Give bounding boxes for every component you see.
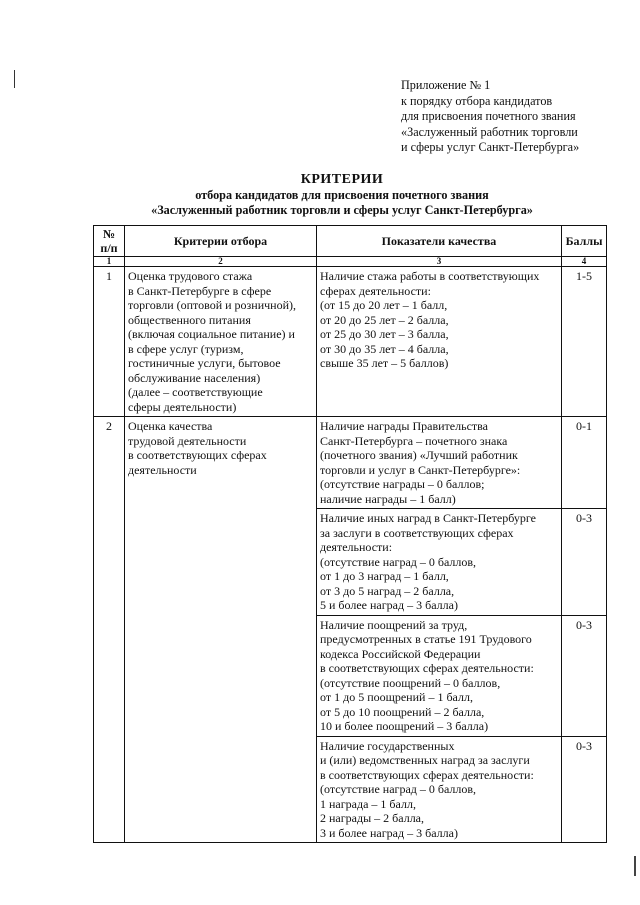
header-num: № п/п — [94, 226, 125, 257]
criterion-cell — [125, 417, 317, 843]
criterion-line: (включая социальное питание) и — [128, 327, 295, 341]
indicator-line: Наличие государственных — [320, 738, 455, 753]
indicator-line: торговли и услуг в Санкт-Петербурге»: — [320, 462, 521, 477]
criterion-line: обслуживание населения) — [128, 370, 261, 385]
score-cell: 1-5 — [562, 267, 607, 417]
criterion-line: Оценка трудового стажа — [128, 269, 253, 283]
header-score: Баллы — [562, 226, 607, 257]
indicator-line: Наличие иных наград в Санкт-Петербурге — [320, 511, 536, 525]
indicator-line: 2 награды – 2 балла, — [320, 811, 425, 825]
criterion-line: общественного питания — [128, 312, 251, 327]
document-subtitle-line: «Заслуженный работник торговли и сферы услуг Санкт-Петербурга» — [151, 203, 533, 217]
indicator-line: от 3 до 5 наград – 2 балла, — [320, 583, 455, 598]
indicator-line: от 25 до 30 лет – 3 балла, — [320, 327, 449, 341]
document-heading — [92, 172, 592, 218]
criterion-line: деятельности — [128, 462, 197, 477]
indicator-cell — [317, 615, 562, 736]
indicator-cell — [317, 267, 562, 417]
indicator-line: деятельности: — [320, 540, 393, 554]
column-number: 3 — [317, 257, 562, 267]
indicator-line: Санкт-Петербурга – почетного знака — [320, 433, 508, 448]
indicator-line: (почетного звания) «Лучший работник — [320, 448, 518, 462]
indicator-line: от 5 до 10 поощрений – 2 балла, — [320, 704, 485, 719]
criterion-line: трудовой деятельности — [128, 433, 247, 448]
criterion-line: в сфере услуг (туризм, — [128, 341, 244, 356]
appendix-line: для присвоения почетного звания — [401, 109, 576, 124]
indicator-cell — [317, 509, 562, 616]
indicator-line: (отсутствие награды – 0 баллов; — [320, 477, 485, 491]
criterion-line: торговли (оптовой и розничной), — [128, 298, 297, 312]
score-cell: 0-3 — [562, 736, 607, 843]
table-header-row — [94, 226, 607, 257]
header-criterion: Критерии отбора — [125, 226, 317, 257]
indicator-line: 10 и более поощрений – 3 балла) — [320, 719, 489, 733]
criterion-line: гостиничные услуги, бытовое — [128, 356, 281, 370]
indicator-line: Наличие стажа работы в соответствующих — [320, 269, 540, 283]
indicator-cell — [317, 417, 562, 509]
indicator-line: кодекса Российской Федерации — [320, 646, 481, 661]
score-cell: 0-3 — [562, 509, 607, 616]
appendix-note — [401, 78, 579, 156]
document-subtitle-line: отбора кандидатов для присвоения почетного звания — [195, 188, 489, 202]
indicator-line: (отсутствие наград – 0 баллов, — [320, 554, 477, 569]
indicator-line: 3 и более наград – 3 балла) — [320, 825, 458, 840]
scan-artifact-mark — [14, 70, 15, 88]
indicator-cell — [317, 736, 562, 843]
header-indicators: Показатели качества — [317, 226, 562, 257]
indicator-line: 1 награда – 1 балл, — [320, 796, 416, 811]
appendix-line: «Заслуженный работник торговли — [401, 124, 578, 139]
indicator-line: сферах деятельности: — [320, 283, 431, 298]
column-number: 2 — [125, 257, 317, 267]
column-number: 4 — [562, 257, 607, 267]
score-cell: 0-3 — [562, 615, 607, 736]
indicator-line: (от 15 до 20 лет – 1 балл, — [320, 298, 448, 312]
column-number-row — [94, 257, 607, 267]
criterion-line: (далее – соответствующие — [128, 385, 263, 399]
indicator-line: наличие награды – 1 балл) — [320, 491, 456, 506]
table-row — [94, 417, 607, 509]
document-title: КРИТЕРИИ — [300, 172, 384, 187]
row-number: 1 — [94, 267, 125, 417]
criterion-line: Оценка качества — [128, 419, 213, 433]
criterion-cell — [125, 267, 317, 417]
appendix-line: и сферы услуг Санкт-Петербурга» — [401, 140, 580, 155]
indicator-line: в соответствующих сферах деятельности: — [320, 767, 534, 782]
indicator-line: от 1 до 3 наград – 1 балл, — [320, 569, 449, 583]
indicator-line: Наличие поощрений за труд, — [320, 617, 468, 632]
indicator-line: свыше 35 лет – 5 баллов) — [320, 356, 449, 370]
indicator-line: за заслуги в соответствующих сферах — [320, 525, 514, 540]
indicator-line: 5 и более наград – 3 балла) — [320, 598, 458, 612]
column-number: 1 — [94, 257, 125, 267]
indicator-line: (отсутствие наград – 0 баллов, — [320, 782, 477, 796]
table-row — [94, 267, 607, 417]
indicator-line: от 30 до 35 лет – 4 балла, — [320, 341, 449, 356]
row-number: 2 — [94, 417, 125, 843]
indicator-line: от 1 до 5 поощрений – 1 балл, — [320, 690, 473, 704]
score-cell: 0-1 — [562, 417, 607, 509]
indicator-line: от 20 до 25 лет – 2 балла, — [320, 312, 449, 327]
indicator-line: (отсутствие поощрений – 0 баллов, — [320, 675, 501, 690]
criteria-table — [93, 225, 607, 843]
appendix-line: Приложение № 1 — [401, 78, 491, 92]
scan-artifact-mark-right — [634, 856, 636, 876]
indicator-line: и (или) ведомственных наград за заслуги — [320, 753, 530, 767]
indicator-line: Наличие награды Правительства — [320, 419, 488, 433]
appendix-line: к порядку отбора кандидатов — [401, 93, 553, 108]
criterion-line: сферы деятельности) — [128, 399, 237, 414]
indicator-line: предусмотренных в статье 191 Трудового — [320, 632, 532, 646]
indicator-line: в соответствующих сферах деятельности: — [320, 661, 534, 675]
criterion-line: в Санкт-Петербурге в сфере — [128, 283, 272, 298]
criterion-line: в соответствующих сферах — [128, 448, 267, 462]
